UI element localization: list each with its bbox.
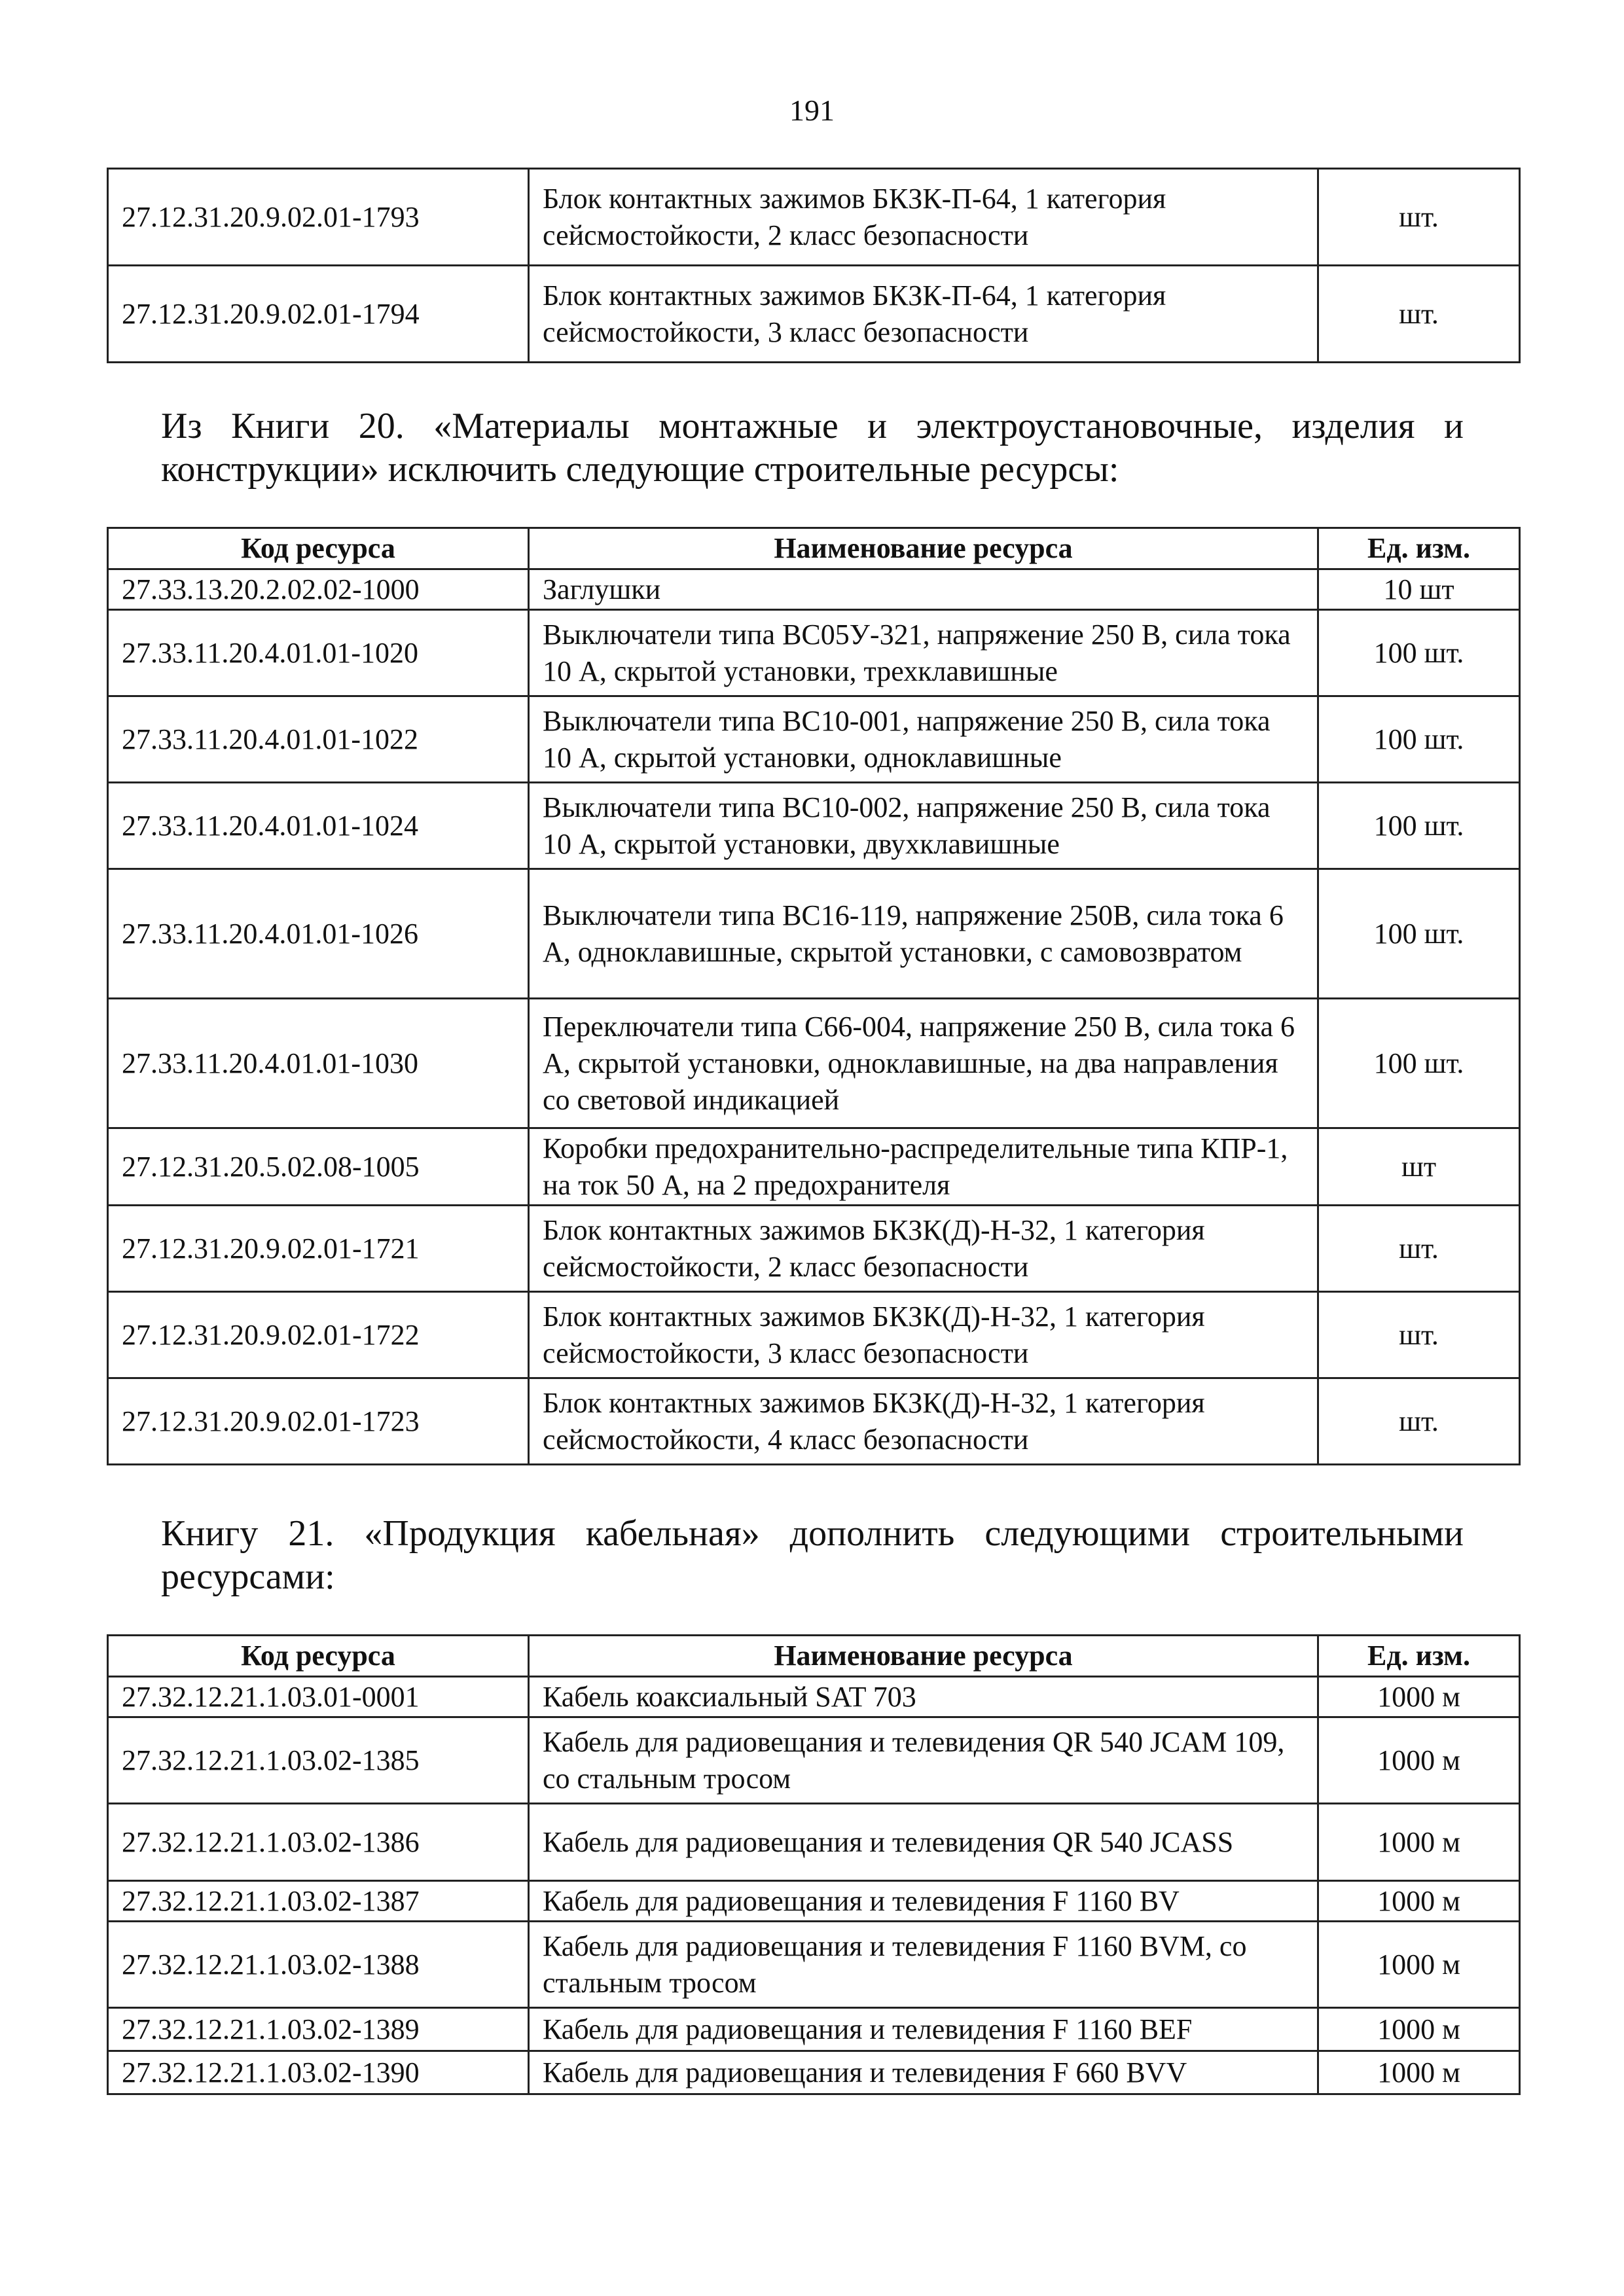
resource-code: 27.12.31.20.9.02.01-1721	[108, 1206, 529, 1292]
resource-name: Выключатели типа ВС10-002, напряжение 250 В, сила тока 10 А, скрытой установки, двухклавишные	[529, 783, 1318, 869]
resource-code: 27.32.12.21.1.03.02-1385	[108, 1717, 529, 1804]
table-row	[108, 1378, 1520, 1465]
resource-name: Блок контактных зажимов БКЗК(Д)-Н-32, 1 категория сейсмостойкости, 4 класс безопасности	[529, 1378, 1318, 1465]
resource-name: Выключатели типа ВС10-001, напряжение 250 В, сила тока 10 А, скрытой установки, одноклавишные	[529, 696, 1318, 783]
resource-code: 27.32.12.21.1.03.02-1386	[108, 1804, 529, 1881]
table-row	[108, 1292, 1520, 1378]
resource-code: 27.32.12.21.1.03.02-1390	[108, 2051, 529, 2094]
resource-unit: 1000 м	[1318, 2051, 1520, 2094]
resource-name: Блок контактных зажимов БКЗК(Д)-Н-32, 1 категория сейсмостойкости, 2 класс безопасности	[529, 1206, 1318, 1292]
resource-unit: шт.	[1318, 1292, 1520, 1378]
table-row	[108, 1128, 1520, 1206]
table-row	[108, 169, 1520, 266]
resources-table-book-20	[107, 527, 1521, 1465]
resource-code: 27.32.12.21.1.03.01-0001	[108, 1677, 529, 1717]
resource-code: 27.12.31.20.9.02.01-1794	[108, 266, 529, 363]
table-row	[108, 1677, 1520, 1717]
table-row	[108, 869, 1520, 999]
resource-name: Блок контактных зажимов БКЗК-П-64, 1 категория сейсмостойкости, 2 класс безопасности	[529, 169, 1318, 266]
resource-name: Выключатели типа ВС05У-321, напряжение 250 В, сила тока 10 А, скрытой установки, трехклавишные	[529, 610, 1318, 696]
table-row	[108, 783, 1520, 869]
resource-code: 27.32.12.21.1.03.02-1387	[108, 1881, 529, 1922]
table-row	[108, 569, 1520, 610]
table-row	[108, 696, 1520, 783]
resource-unit: 1000 м	[1318, 1717, 1520, 1804]
paragraph-book-21: Книгу 21. «Продукция кабельная» дополнить следующими строительными ресурсами:	[161, 1513, 1464, 1597]
table-row	[108, 2008, 1520, 2051]
resource-name: Заглушки	[529, 569, 1318, 610]
header-code: Код ресурса	[108, 1636, 529, 1677]
resource-unit: 1000 м	[1318, 1804, 1520, 1881]
table-row	[108, 1717, 1520, 1804]
resource-unit: 100 шт.	[1318, 610, 1520, 696]
table-row	[108, 1206, 1520, 1292]
resource-code: 27.32.12.21.1.03.02-1389	[108, 2008, 529, 2051]
resources-table-continued	[107, 168, 1521, 363]
resource-code: 27.12.31.20.9.02.01-1793	[108, 169, 529, 266]
resource-code: 27.33.11.20.4.01.01-1020	[108, 610, 529, 696]
resource-unit: 1000 м	[1318, 1881, 1520, 1922]
paragraph-book-20: Из Книги 20. «Материалы монтажные и электроустановочные, изделия и конструкции» исключить следующие строительные ресурсы:	[161, 406, 1464, 490]
page-number: 191	[789, 94, 835, 127]
resource-unit: шт.	[1318, 266, 1520, 363]
header-code: Код ресурса	[108, 528, 529, 569]
table-row	[108, 1881, 1520, 1922]
table-row	[108, 2051, 1520, 2094]
resource-code: 27.12.31.20.5.02.08-1005	[108, 1128, 529, 1206]
resource-name: Кабель для радиовещания и телевидения QR 540 JCAM 109, со стальным тросом	[529, 1717, 1318, 1804]
table-row	[108, 610, 1520, 696]
resource-unit: шт.	[1318, 1378, 1520, 1465]
resource-unit: 100 шт.	[1318, 696, 1520, 783]
resource-code: 27.12.31.20.9.02.01-1723	[108, 1378, 529, 1465]
table-header-row	[108, 1636, 1520, 1677]
resources-table-book-21	[107, 1634, 1521, 2095]
resource-name: Кабель для радиовещания и телевидения F 1160 BVM, со стальным тросом	[529, 1922, 1318, 2008]
resource-unit: 100 шт.	[1318, 783, 1520, 869]
resource-unit: шт	[1318, 1128, 1520, 1206]
resource-unit: шт.	[1318, 169, 1520, 266]
resource-name: Коробки предохранительно-распределительные типа КПР-1, на ток 50 А, на 2 предохранителя	[529, 1128, 1318, 1206]
resource-name: Кабель для радиовещания и телевидения QR 540 JCASS	[529, 1804, 1318, 1881]
resource-code: 27.33.11.20.4.01.01-1026	[108, 869, 529, 999]
resource-code: 27.33.11.20.4.01.01-1022	[108, 696, 529, 783]
header-name: Наименование ресурса	[529, 1636, 1318, 1677]
resource-code: 27.12.31.20.9.02.01-1722	[108, 1292, 529, 1378]
resource-unit: 100 шт.	[1318, 999, 1520, 1128]
resource-code: 27.32.12.21.1.03.02-1388	[108, 1922, 529, 2008]
resource-unit: 1000 м	[1318, 1677, 1520, 1717]
table-header-row	[108, 528, 1520, 569]
table-row	[108, 1804, 1520, 1881]
resource-unit: шт.	[1318, 1206, 1520, 1292]
resource-name: Кабель для радиовещания и телевидения F 1160 BV	[529, 1881, 1318, 1922]
table-row	[108, 999, 1520, 1128]
resource-name: Кабель коаксиальный SAT 703	[529, 1677, 1318, 1717]
header-unit: Ед. изм.	[1318, 1636, 1520, 1677]
resource-name: Блок контактных зажимов БКЗК(Д)-Н-32, 1 категория сейсмостойкости, 3 класс безопасности	[529, 1292, 1318, 1378]
resource-name: Переключатели типа С66-004, напряжение 250 В, сила тока 6 А, скрытой установки, одноклавишные, на два направления со световой индикацией	[529, 999, 1318, 1128]
resource-code: 27.33.13.20.2.02.02-1000	[108, 569, 529, 610]
resource-unit: 1000 м	[1318, 1922, 1520, 2008]
resource-name: Блок контактных зажимов БКЗК-П-64, 1 категория сейсмостойкости, 3 класс безопасности	[529, 266, 1318, 363]
table-row	[108, 1922, 1520, 2008]
table-row	[108, 266, 1520, 363]
resource-unit: 10 шт	[1318, 569, 1520, 610]
header-unit: Ед. изм.	[1318, 528, 1520, 569]
resource-code: 27.33.11.20.4.01.01-1030	[108, 999, 529, 1128]
resource-unit: 1000 м	[1318, 2008, 1520, 2051]
resource-name: Кабель для радиовещания и телевидения F 660 BVV	[529, 2051, 1318, 2094]
resource-unit: 100 шт.	[1318, 869, 1520, 999]
resource-name: Выключатели типа ВС16-119, напряжение 250В, сила тока 6 А, одноклавишные, скрытой установки, с самовозвратом	[529, 869, 1318, 999]
resource-name: Кабель для радиовещания и телевидения F 1160 BEF	[529, 2008, 1318, 2051]
resource-code: 27.33.11.20.4.01.01-1024	[108, 783, 529, 869]
header-name: Наименование ресурса	[529, 528, 1318, 569]
